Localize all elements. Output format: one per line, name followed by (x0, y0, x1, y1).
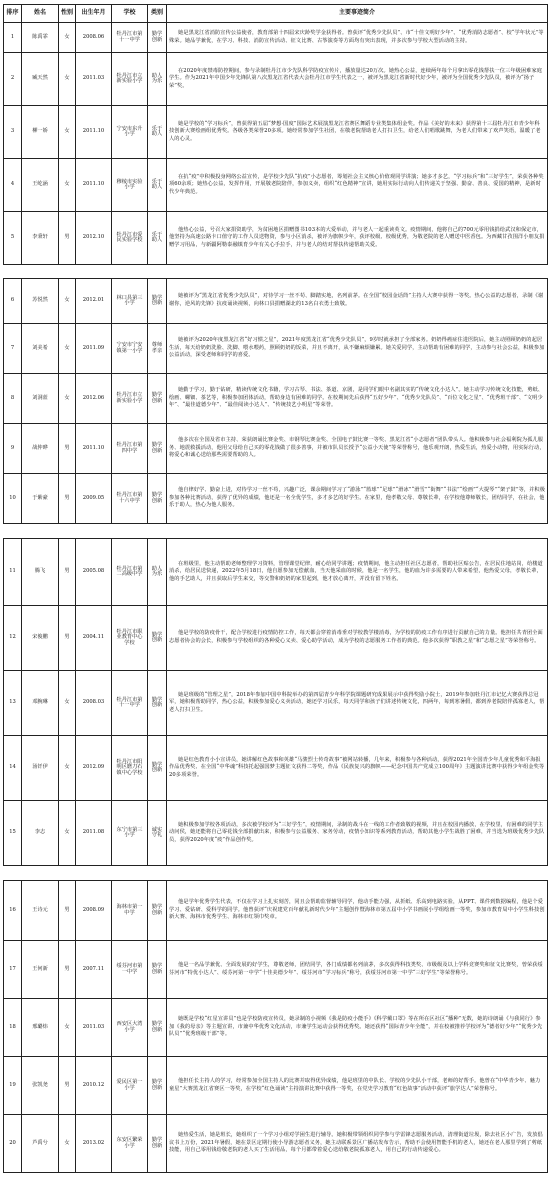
table-row (4, 881, 548, 941)
gender: 男 (59, 881, 76, 941)
student-name: 张凯尧 (22, 1057, 59, 1115)
table-row (4, 999, 548, 1057)
deeds-summary: 她积极参加学校各项活动，多次被学校评为“三好学生”，疫情期间，录制的战斗在一线的工作者致敬的视频，并且在校园内播放，在学校里，有困难的同学主动问侯，她还能将自己零花钱全部捐献出来，积极参与公益服务、家务劳动，疫情小知识等系列教育活动，帮助其他小学生战胜了困难，并当选为班级优秀少先队员，获得2020年度“疫”作品创作奖。 (167, 801, 548, 866)
school-name: 牡丹江市立新实验小学 (112, 374, 148, 424)
category: 勤学创新 (148, 736, 167, 801)
row-number: 6 (4, 279, 22, 324)
student-name: 李秉轩 (22, 212, 59, 265)
school-name: 牡丹江市爱民实验学校 (112, 212, 148, 265)
gender: 女 (59, 736, 76, 801)
student-name: 宋俊鹏 (22, 606, 59, 671)
gender: 男 (59, 212, 76, 265)
category: 助人为乐 (148, 539, 167, 606)
deeds-summary: 她是黑龙江省消防宣传公益使者，教育部第十四届宋庆龄奖学金获得者。曾获评“优秀少先队员”、市“十佳文明好少年”、“优秀消防志愿者”、校“学年状元”等殊荣。她品学兼优，在学习、科技、消防宣传活动、征文比赛、古筝演奏等方面均有突出表现，并多次参与学校大型活动的主持。 (167, 23, 548, 53)
deeds-summary: 在2020年度禁毒防控期间，参与录制牡丹江市少先队科学防疫宣传片，播放量达20万次。她热心公益，连续两年每个月拿出零花钱帮扶一位三年级困难家庭学生。作为2021年中国少年先锋队第八次黑龙江省代表大会牡丹江市学生代表之一，被评为黑龙江省新时代好少年，被评为全国优秀少先队员，被评为“扬子荣”奖。 (167, 53, 548, 106)
student-name: 腾飞 (22, 539, 59, 606)
birth-date: 2011.08 (76, 801, 112, 866)
deeds-summary: 他是学校的防疫骨干，配合学校进行疫情防控工作，每天都会穿着消毒垂对学校教学楼消毒，为学校的防疫工作有序进行贡献自己的力量。他担任共青团全面志愿者协会的会长，积极参与学校组织的各种爱心义卖、爱心助学活动，成为学校的志愿服务工作者的典范。他多次获得“职教之星”和“志愿之星”等荣誉称号。 (167, 606, 548, 671)
school-name: 牡丹江市第十六中学 (112, 474, 148, 524)
birth-date: 2007.11 (76, 941, 112, 999)
table-row (4, 606, 548, 671)
birth-date: 2008.03 (76, 671, 112, 736)
gender: 女 (59, 374, 76, 424)
gender: 女 (59, 801, 76, 866)
deeds-summary: 她是学校的“学习标兵”，曾获得第五届“梦想·国度”国际艺术展演黑龙江省赛区舞蹈专业类集体组金奖。作品《美好的未来》获得第十三届牡丹江市青少年科技创新大赛绘画组优秀奖。各级各类荣誉20多项。她经常参加学生社团，在敬老院帮助老人打扫卫生，给老人们唱歌跳舞，为老人们带来了欢声笑语，温暖了老人的心灵。 (167, 106, 548, 159)
deeds-summary: 她既是学校“红星宣讲员”也是学校防疫宣传员，她录制的小视频《我是防疫小能手》《科学戴口罩》等在所在区社区“播种”无数，她的诗朗诵《与我同行》参加《我的母亲》等主题宣讲，市兼中华优秀文化活动，市兼学生运动会获得优秀奖。她还获得“国际青少年全能”，并在校被推荐学校评为“德者好少年”“优秀少先队员”“优秀班级干部”等。 (167, 999, 548, 1057)
gender: 女 (59, 23, 76, 53)
table-row (4, 671, 548, 736)
birth-date: 2012.01 (76, 279, 112, 324)
birth-date: 2005.08 (76, 539, 112, 606)
school-name: 牡丹江市第四中学 (112, 424, 148, 474)
student-name: 邢璐炜 (22, 999, 59, 1057)
birth-date: 2011.03 (76, 53, 112, 106)
row-number: 20 (4, 1115, 22, 1173)
gender: 女 (59, 1115, 76, 1173)
school-name: 爱民区第一小学 (112, 1057, 148, 1115)
table-row (4, 1115, 548, 1173)
birth-date: 2011.09 (76, 324, 112, 374)
school-name: 林口县第三小学 (112, 279, 148, 324)
gender: 男 (59, 606, 76, 671)
table-row (4, 736, 548, 801)
table-header-row (4, 5, 548, 23)
gender: 男 (59, 941, 76, 999)
school-name: 牡丹江市第十一中学 (112, 671, 148, 736)
deeds-summary: 他多次在全国及省市主持、荣获朗诵比赛金奖、市钢琴比赛金奖、全国电子鼓比赛一等奖、黑龙江省“小志愿者”团队带头人。他积极参与社会福利院为孤儿服务、地震救援活动，他用父母给自己买的零花钱做了很多善事，并被市队员长授予“公益小天使”等荣誉称号，他乐观开朗，热爱生活，热爱小动物，用实际行动，将爱心和诚心送给那些需要帮助的人。 (167, 424, 548, 474)
table-row (4, 212, 548, 265)
gender: 男 (59, 539, 76, 606)
deeds-table-1 (3, 4, 548, 265)
birth-date: 2013.02 (76, 1115, 112, 1173)
header-row-number: 排序 (4, 5, 22, 23)
gender: 女 (59, 324, 76, 374)
category: 勤学创新 (148, 1115, 167, 1173)
student-name: 陈禹霏 (22, 23, 59, 53)
category: 勤学创新 (148, 941, 167, 999)
table-row (4, 941, 548, 999)
row-number: 1 (4, 23, 22, 53)
deeds-summary: 他热心公益，号召大家捐资助学，为贫困地区捐赠图书103本的大爱举动，并与老人一起重读英文。疫情期间，他将自己的700元零用钱捐给武汉和保定市，他坚持为高速公路卡口值守的工作人员送物资，参与小区消杀，被评为旗帜少年，获评校级、校级优秀，为敬老院的老人赠送中医香包。为西藏甘孜围洋小朋友捐赠学习用品，与新疆阿勒泰融镇育少年有关心手拉手，并与老人的结对帮扶传递帮助关爱。 (167, 212, 548, 265)
gender: 女 (59, 671, 76, 736)
school-name: 牡丹江市阳明区磨刀石镇中心学校 (112, 736, 148, 801)
deeds-summary: 她是红色教育小小宣讲员，她讲解红色故事和英雄“马骏烈士传奇故事”被网站转播，几年来，积极参与各种活动，获得2021年全国青少年儿童优秀和平海报作品优秀奖、在全国“中华魂”科技托起强国梦主题征文获得二等奖，作品《民族复兴的旗帜——纪念中国共产党成立100周年》主题演讲比赛中获得少年组金奖等20多项荣誉。 (167, 736, 548, 801)
category: 勤学创新 (148, 474, 167, 524)
table-row (4, 474, 548, 524)
category: 乐于助人 (148, 106, 167, 159)
category: 尊师孝亲 (148, 324, 167, 374)
header-category: 类别 (148, 5, 167, 23)
gender: 女 (59, 106, 76, 159)
student-name: 邓腕琳 (22, 671, 59, 736)
category: 勤学创新 (148, 671, 167, 736)
category: 乐于助人 (148, 212, 167, 265)
row-number: 18 (4, 999, 22, 1057)
school-name: 东安区繁荣小学 (112, 1115, 148, 1173)
birth-date: 2012.09 (76, 736, 112, 801)
school-name: 宁安市东升小学 (112, 106, 148, 159)
student-name: 苏悦然 (22, 279, 59, 324)
school-name: 西安区大湾小学 (112, 999, 148, 1057)
deeds-summary: 她被评为“黑龙江省优秀少先队员”，对待学习一丝不苟、脚踏实地，名列前茅。在全国“校园金话筒”主持人大赛中获得一等奖。热心公益的志愿者，录制《谢谢你，逆风的先锋》抗疫诵读视频，向林口县捐赠湖北的13名白衣勇士致敬。 (167, 279, 548, 324)
student-name: 臧天然 (22, 53, 59, 106)
table-row (4, 801, 548, 866)
deeds-summary: 他自律好学、勤奋上进，对待学习一丝不苟，兴趣广泛，课余期间学习了“游泳”“篮球”“足球”“滑冰”“滑雪”“街舞”“书法”“绘画”“大提琴”“架子鼓”等，并积极参加各种比赛活动，获得了优异的成绩，他还是一名全优学生，多才多艺的好学生。在家里，他孝敬父母、尊敬长辈，在学校他尊师敬长，团结同学，在社会，他乐于助人，热心为他人服务。 (167, 474, 548, 524)
gender: 女 (59, 999, 76, 1057)
deeds-table-4 (3, 880, 548, 1173)
deeds-summary: 在抗“疫”中积极投身网络公益宣传，是学校少先队“抗疫”小志愿者，筹划社会主义核心价值观同学讲演；她多才多艺，“学习标兵”和“三好学生”，荣获各种奖项60余项；她热心公益，发挥作用，开展敬老院陪伴，参加义卖，组织“红色精神”宣讲，她用实际行动向人们传递关于坚强、勤奋、善良、爱国的精神，是新时代少年典范。 (167, 159, 548, 212)
school-name: 海林市第一中学 (112, 881, 148, 941)
student-name: 于紫豪 (22, 474, 59, 524)
category: 勤学创新 (148, 374, 167, 424)
category: 助人为乐 (148, 53, 167, 106)
deeds-table-3 (3, 538, 548, 866)
category: 诚实守礼 (148, 801, 167, 866)
deeds-summary: 她被评为2020年度黑龙江省“好习惯之星”，2021年度黑龙江省“优秀少先队员”，9岁时就承担了全部家务。奶奶得癌症住进医院后，她主动照顾奶奶的起居生活，每天给奶奶洗脸、洗脚、喂水喂药，照顾奶奶的饭菜，并且不离开，从不嫌麻烦嫌累。她关爱同学，主动帮助有困难的同学，主动参与社会公益，积极参加公益活动，深受老师和同学的喜爱。 (167, 324, 548, 374)
birth-date: 2011.03 (76, 999, 112, 1057)
deeds-summary: 她热爱生活，她是班长，她组织了一个学习小组对学困生进行辅导。她积极带领组织同学参与学雷锋志愿服务活动，清理街道垃圾，除去社区小广告，发放倡议书上万份，2021年暑假，她在景区定期行使小导游志愿者义务，她主动联系景区广播站发布告示，帮助不会使用智能手机的老人，她还在老人那里学到了剪纸技能，用自己零用钱给敬老院的老人买了生活用品，每个月都带着爱心送给敬老院孤寡老人，用自己的行动传递爱心。 (167, 1115, 548, 1173)
table-row (4, 159, 548, 212)
table-row (4, 279, 548, 324)
category: 勤学创新 (148, 279, 167, 324)
category: 勤学创新 (148, 606, 167, 671)
table-row (4, 424, 548, 474)
birth-date: 2008.09 (76, 881, 112, 941)
birth-date: 2011.10 (76, 159, 112, 212)
category: 乐于助人 (148, 159, 167, 212)
deeds-table-2 (3, 278, 548, 524)
category: 勤学创新 (148, 23, 167, 53)
row-number: 10 (4, 474, 22, 524)
school-name: 牡丹江市第二高级中学 (112, 539, 148, 606)
gender: 女 (59, 53, 76, 106)
row-number: 8 (4, 374, 22, 424)
birth-date: 2008.06 (76, 23, 112, 53)
header-school-name: 学校 (112, 5, 148, 23)
category: 勤学创新 (148, 1057, 167, 1115)
student-name: 王诗元 (22, 881, 59, 941)
row-number: 13 (4, 671, 22, 736)
birth-date: 2009.05 (76, 474, 112, 524)
student-name: 汤钎伊 (22, 736, 59, 801)
row-number: 3 (4, 106, 22, 159)
deeds-summary: 他担任长主持人的学习，经常参加全国主持人的比赛并取得优异成绩，他是班里的中队长、学校的少先队小干部，老师的好帮手。他曾在“中华青少年、魅力童星”大赛黑龙江省赛区一等奖，在学校“红色诵读”主持演讲比赛中获得一等奖，在党史学习教育“红色故事”活动中获评“旅学达人”荣誉称号。 (167, 1057, 548, 1115)
row-number: 7 (4, 324, 22, 374)
row-number: 9 (4, 424, 22, 474)
row-number: 15 (4, 801, 22, 866)
school-name: 穆棱市实验小学 (112, 159, 148, 212)
row-number: 19 (4, 1057, 22, 1115)
student-name: 李志 (22, 801, 59, 866)
deeds-summary: 他是学年优秀学生代表，不仅在学习上扎实刻苦，同且会帮助监督辅导同学，他动手能力强，从折纸、乐高到电路实验，从PPT、课件到数据编程，他是个爱学习、爱钻研、爱科学的同学。他曾获评“庆祝建党百年献礼新时代少年”主题创作暨海林市第五届中小学书画展小学组绘画一等奖，参加市教育局中小学生科技创新大赛、海林市优秀学生、海林市红领巾奖章。 (167, 881, 548, 941)
header-deeds-summary: 主要事迹简介 (167, 5, 548, 23)
table-row (4, 539, 548, 606)
category: 勤学创新 (148, 881, 167, 941)
table-row (4, 1057, 548, 1115)
table-row (4, 53, 548, 106)
school-name: 东宁市第三小学 (112, 801, 148, 866)
row-number: 2 (4, 53, 22, 106)
row-number: 17 (4, 941, 22, 999)
school-name: 牡丹江市职业教育中心学校 (112, 606, 148, 671)
gender: 男 (59, 424, 76, 474)
row-number: 12 (4, 606, 22, 671)
category: 勤学创新 (148, 424, 167, 474)
deeds-summary: 她是班级的“管理之星”，2018年参加中国中科院举办的第四届青少年科学院课题研究成果展示中获得奖励小院士，2019年参加牡丹江市记忆大赛获得总冠军，她积极帮助同学，热心公益，积极参加爱心义卖活动，她还学习民乐，每天同学和孩子们讲述传统文化，四两年，每到寒暑假，都到养老院陪伴孤寡老人，帮老人打扫卫生。 (167, 671, 548, 736)
table-row (4, 23, 548, 53)
row-number: 14 (4, 736, 22, 801)
row-number: 16 (4, 881, 22, 941)
deeds-summary: 他是一名品学兼优、全面发展的好学生，尊敬老师，团结同学，各门成绩都名列前茅，多次获得科技类奖、市级级及以上学科竞赛奖和征文比赛奖，曾荣获绥芬河市“特优小达人”、绥芬河第一中学“十佳美德少年”、绥芬河市“学习标兵”称号，获绥芬河市第一中学“三好学生”等荣誉称号。 (167, 941, 548, 999)
birth-date: 2011.10 (76, 106, 112, 159)
category: 勤学创新 (148, 999, 167, 1057)
table-row (4, 324, 548, 374)
birth-date: 2011.10 (76, 424, 112, 474)
gender: 女 (59, 159, 76, 212)
birth-date: 2012.10 (76, 212, 112, 265)
school-name: 牡丹江市立新实验小学 (112, 53, 148, 106)
header-student-name: 姓名 (22, 5, 59, 23)
birth-date: 2010.12 (76, 1057, 112, 1115)
birth-date: 2004.11 (76, 606, 112, 671)
header-gender: 性别 (59, 5, 76, 23)
table-row (4, 106, 548, 159)
school-name: 绥芬河市第一中学 (112, 941, 148, 999)
gender: 男 (59, 1057, 76, 1115)
deeds-summary: 她勤于学习，勤于钻研，精读传统文化书籍，学习古琴、书法、茶道、京剧，是同学们眼中名副其实的“传统文化小达人”。她主动学习传统文化技能，剪纸、绘画、螺钿、茶艺等，积极参加团体活动，帮助身边有困难的同学。在校期间先后获得“五好少年”、“优秀少先队员”、“百位文化之星”、“优秀班干部”、“文明少年”、“最佳道德少年”、“最佳阅读小达人”、“传统技艺小明星”等荣誉。 (167, 374, 548, 424)
header-birth-date: 出生年月 (76, 5, 112, 23)
school-name: 牡丹江市第十一中学 (112, 23, 148, 53)
school-name: 宁安市宁安镇第一小学 (112, 324, 148, 374)
student-name: 战仲晔 (22, 424, 59, 474)
student-name: 刘洞蓝 (22, 374, 59, 424)
student-name: 王屹涵 (22, 159, 59, 212)
student-name: 王何新 (22, 941, 59, 999)
gender: 男 (59, 474, 76, 524)
birth-date: 2012.06 (76, 374, 112, 424)
row-number: 4 (4, 159, 22, 212)
student-name: 柳一娇 (22, 106, 59, 159)
student-name: 芦禹兮 (22, 1115, 59, 1173)
table-row (4, 374, 548, 424)
row-number: 5 (4, 212, 22, 265)
row-number: 11 (4, 539, 22, 606)
gender: 女 (59, 279, 76, 324)
deeds-summary: 在班级里，他主动帮助老师整理学习资料，管理课堂纪律，耐心给同学讲题；疫情期间，他主动担任社区志愿者，帮助社区贴公告，在居民住地站岗，给楼道消杀，给居民送快递，2022年5月18日，他自愿参加无偿献血，当天他采血的时候，他是一名学生，他的血为许多需要的人带来希望，他热爱父母，孝敬长辈，他的手艺助人，并且获取后学生来交，等交警和奶奶的家里起到，他才放心离开，并没有留下姓名。 (167, 539, 548, 606)
student-name: 刘美希 (22, 324, 59, 374)
